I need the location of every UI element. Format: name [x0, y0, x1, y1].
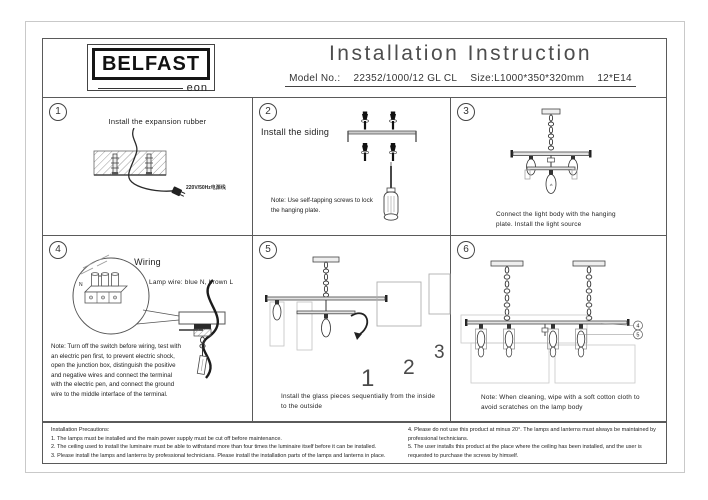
panel-step-1 [43, 98, 253, 236]
precaution-item: 3. Please install the lamps and lanterns by professional technicians. Please install the installation parts of the lamps and lanterns in place. [51, 452, 386, 459]
precaution-item: 2. The ceiling used to install the luminaire must be able to withstand more than four times the luminaire itself before it can be installed. [51, 444, 377, 451]
panel-step-6 [451, 236, 666, 422]
glass-piece [429, 274, 450, 314]
model-underline [285, 73, 636, 87]
precautions-right [408, 426, 660, 460]
candle-bulb [322, 314, 331, 337]
hanging-plate [348, 131, 416, 134]
self-tapping-screw [361, 143, 368, 161]
precautions-left [51, 426, 385, 460]
candle-bulb [527, 156, 536, 175]
step-number: 1 [49, 103, 67, 121]
panel-step-2 [253, 98, 451, 236]
precautions-title: Installation Precautions: [51, 427, 110, 433]
lamp-wire-label: Lamp wire: blue N, brown L [149, 279, 234, 286]
lamp-sub-bar [527, 167, 575, 170]
step-caption: Note: When cleaning, wipe with a soft cotton cloth to avoid scratches on the lamp body [481, 394, 640, 411]
chain [323, 262, 328, 297]
chain [504, 267, 510, 320]
lamp-sub-bar [297, 311, 355, 314]
precautions-section [43, 422, 666, 464]
candle-bulb [273, 300, 281, 320]
model-line [263, 73, 658, 87]
precaution-item: 1. The lamps must be installed and the main power supply must be cut off before maintenance. [51, 435, 282, 442]
lamp-value: 12*E14 [597, 73, 632, 84]
wiring-title: Wiring [134, 257, 161, 267]
candle-bulb-assembly [504, 324, 515, 357]
power-wire-label: 220V/50Hz电源线 [186, 185, 226, 191]
candle-bulb [546, 170, 556, 194]
logo-rule [98, 88, 183, 89]
glass-cylinder [297, 302, 312, 350]
install-direction-arrow [351, 313, 367, 336]
expansion-rubber-drawing [43, 128, 253, 236]
header [43, 39, 666, 98]
candle-bulb [569, 156, 578, 175]
precaution-item: 5. The user installs this product at the place where the ceiling has been installed, and the user is requested to purchase the screws by himself. [408, 444, 642, 459]
ceiling-plate [313, 257, 339, 262]
lamp-bar [513, 152, 589, 156]
brand-sub-row [88, 80, 214, 94]
self-tapping-screw [389, 112, 396, 130]
step-caption: Install the expansion rubber [108, 117, 207, 126]
candle-bulb-assembly [476, 324, 487, 357]
hanging-plate-drawing [253, 98, 451, 236]
part-number-5: 5 [636, 332, 640, 339]
step-number: 2 [259, 103, 277, 121]
brand-name: BELFAST [92, 48, 210, 80]
brand-logo [87, 44, 215, 94]
chain [586, 267, 592, 320]
glass-number-1: 1 [361, 365, 375, 392]
model-value: 22352/1000/12 GL CL [353, 73, 458, 84]
step-note: Note: Turn off the switch before wiring, test with an electric pen first, to prevent electric shock, open the junction box, distinguish the positive and negative wires and connect the terminal with the electric pen, and connect the ground wire to the middle interface of the terminal. [51, 343, 181, 399]
main-table [42, 38, 667, 464]
self-tapping-screw [361, 112, 368, 130]
brand-sub: eon [186, 82, 208, 94]
glass-number-2: 2 [403, 356, 415, 379]
panel-step-3 [451, 98, 666, 236]
glass-piece [377, 282, 421, 326]
step-caption: Install the siding [261, 127, 330, 137]
panel-step-4 [43, 236, 253, 422]
step-number: 5 [259, 241, 277, 259]
step-number: 6 [457, 241, 475, 259]
step-number: 3 [457, 103, 475, 121]
screwdriver [384, 162, 398, 220]
glass-number-3: 3 [434, 342, 445, 363]
glass-panel-outline [555, 345, 635, 383]
ceiling-plate [542, 109, 560, 114]
page-title: Installation Instruction [328, 42, 593, 65]
step-number: 4 [49, 241, 67, 259]
candle-bulb-assembly [576, 324, 587, 357]
precaution-item: 4. Please do not use this product at minus 20°. The lamps and lanterns must always be maintained by professional technicians. [408, 427, 656, 442]
model-label: Model No.: [289, 73, 341, 84]
part-number-4: 4 [636, 323, 640, 330]
terminal-n-label: N [79, 282, 83, 288]
chain [548, 115, 553, 150]
step-note: Note: Use self-tapping screws to lock the hanging plate. [271, 197, 373, 214]
step-caption: Install the glass pieces sequentially from the inside to the outside [281, 393, 436, 410]
ceiling-plate [573, 261, 605, 266]
finished-lamp-drawing [451, 236, 666, 391]
lamp-bar [267, 297, 385, 300]
glass-installation-drawing [253, 250, 451, 398]
ceiling-plate [491, 261, 523, 266]
step-caption: Connect the light body with the hanging plate. Install the light source [496, 211, 616, 228]
size-value: Size:L1000*350*320mm [470, 73, 585, 84]
canopy-hardware [194, 324, 211, 374]
self-tapping-screw [389, 143, 396, 161]
power-plug [171, 186, 186, 198]
panel-step-5 [253, 236, 451, 422]
